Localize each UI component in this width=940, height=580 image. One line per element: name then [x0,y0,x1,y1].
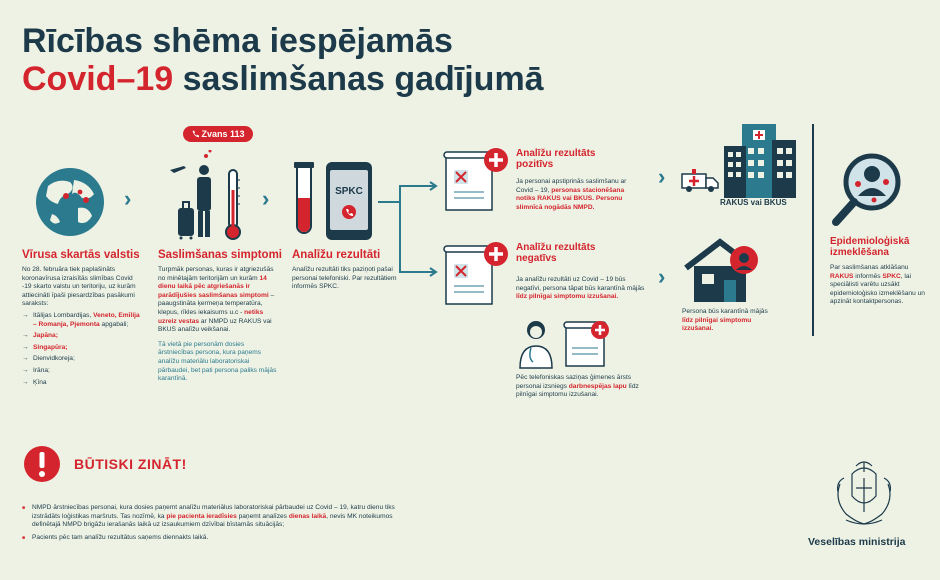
magnifier-icon [830,152,910,226]
hospital-label: RAKUS vai BKUS [720,198,787,207]
document-negative-icon [442,240,510,306]
country-item: → Ķīna [22,379,140,388]
smartphone-icon [324,160,374,242]
globe-icon [22,160,118,240]
spkc-phone-label: SPKC [335,186,363,197]
title-line-2 [22,60,544,98]
title-line-1: Rīcības shēma iespējamās [22,22,453,60]
title-rest: saslimšanas gadījumā [173,60,544,98]
positive-text: Ja personai apstiprinās saslimšanu ar Covid – 19, personas stacionēšana notiks RAKUS vai BKUS. Personu slimnīcā nogādās NMPD. [516,178,627,211]
arrow-chevron-4: › [658,264,666,289]
country-list [22,312,140,387]
hospital-icon [720,120,798,198]
coat-of-arms-icon [826,454,902,530]
country-item: → Irāna; [22,367,140,376]
call-113-label: Zvans 113 [201,129,245,139]
country-item: → Itālijas Lombardijas, Veneto, Emīlija – Romanja, Pjemonta apgabali; [22,312,140,329]
important-title: BŪTISKI ZINĀT! [74,456,187,472]
arrow-chevron-3: › [658,164,666,189]
thermometer-icon [224,168,242,242]
house-icon [682,238,764,304]
home-text: Persona būs karantīnā mājās līdz pilnīgai simptomu izzušanai. [682,308,768,333]
negative-heading: Analīžu rezultāts negatīvs [516,242,596,264]
epi-heading: Epidemioloģiskā izmeklēšana [830,236,910,258]
ministry-label: Veselības ministrija [808,536,906,548]
important-notes [22,504,412,546]
step3-text: Analīžu rezultāti tiks paziņoti pašai personai telefoniski. Par rezultātiem informēs SPKC. [292,266,397,291]
negative-text: Ja analīžu rezultāti uz Covid – 19 būs negatīvi, persona tāpat būs karantīnā mājās līdz pilnīgai simptomu izzušanai. [516,276,645,301]
positive-heading: Analīžu rezultāts pozitīvs [516,148,596,170]
arrow-chevron-2: › [262,186,270,211]
epi-text: Par saslimšanas atklāšanu RAKUS informēs SPKC, lai speciālisti varētu uzsākt epidemioloģisko izmeklēšanu un apzināt kontaktpersonas. [830,264,925,306]
step1-heading: Vīrusa skartās valstis [22,249,140,261]
vertical-divider [812,124,814,336]
doctor-icon [514,318,612,370]
country-item: → Japāna; [22,332,140,341]
doctor-text: Pēc telefoniskas saziņas ģimenes ārsts personai izsniegs darbnespējas lapu līdz pilnīgai simptomu izzušanai. [516,374,639,399]
phone-icon [191,130,199,138]
test-tube-icon [292,160,316,240]
title-covid: Covid–19 [22,60,174,98]
step3-heading: Analīžu rezultāti [292,249,381,261]
step1-intro: No 28. februāra tiek paplašināts koronavīrusa izraisītās slimības Covid -19 skarto valstu un teritoriju, uz kurām attiecināti īpaši piesardzības pasākumi saraksts: [22,266,136,308]
document-positive-icon [442,146,510,212]
note-1: ■ NMPD ārstniecības personai, kura dosies paņemt analīžu materiālus laboratoriskai pārbaudei uz Covid – 19, katru dienu tiks izstrādāts loģistikas maršruts. Tas nozīmē, ka pie pacienta ieradīsies paņemt analīzes dienas laikā, nevis MK noteikumos definētajā NMPD brigāžu ierašanās laikā uz izsaukumiem dzīvībai bīstamās situācijās; [22,504,412,530]
branch-lines [378,170,438,280]
call-113-badge [183,126,253,142]
step2-paragraph-2: Tā vietā pie personām dosies ārstniecības persona, kura paņems analīžu materiālu laboratoriskai pārbaudei, bet pati persona paliks mājās karantīnā. [158,340,277,383]
arrow-chevron-1: › [124,186,132,211]
country-item: → Dienvidkoreja; [22,355,140,364]
ambulance-icon [680,166,720,194]
country-item: → Singapūra; [22,344,140,353]
step1-text [22,266,140,390]
step2-heading: Saslimšanas simptomi [158,249,282,261]
note-2: ■ Pacients pēc tam analīžu rezultātus saņems diennakts laikā. [22,534,412,543]
step2-paragraph-1: Turpmāk personas, kuras ir atgriezušās no minētajām teritorijām un kurām 14 dienu laikā pēc atgriešanās ir parādījušies saslimšanas simptomi – paaugstināta ķermeņa temperatūra, klepus, rīkles iekaisums u.c - netiks uzreiz vestas ar NMPD uz RAKUS vai BKUS analīžu veikšanai. [158,266,275,334]
warning-icon [22,444,62,484]
step2-text [158,266,280,384]
